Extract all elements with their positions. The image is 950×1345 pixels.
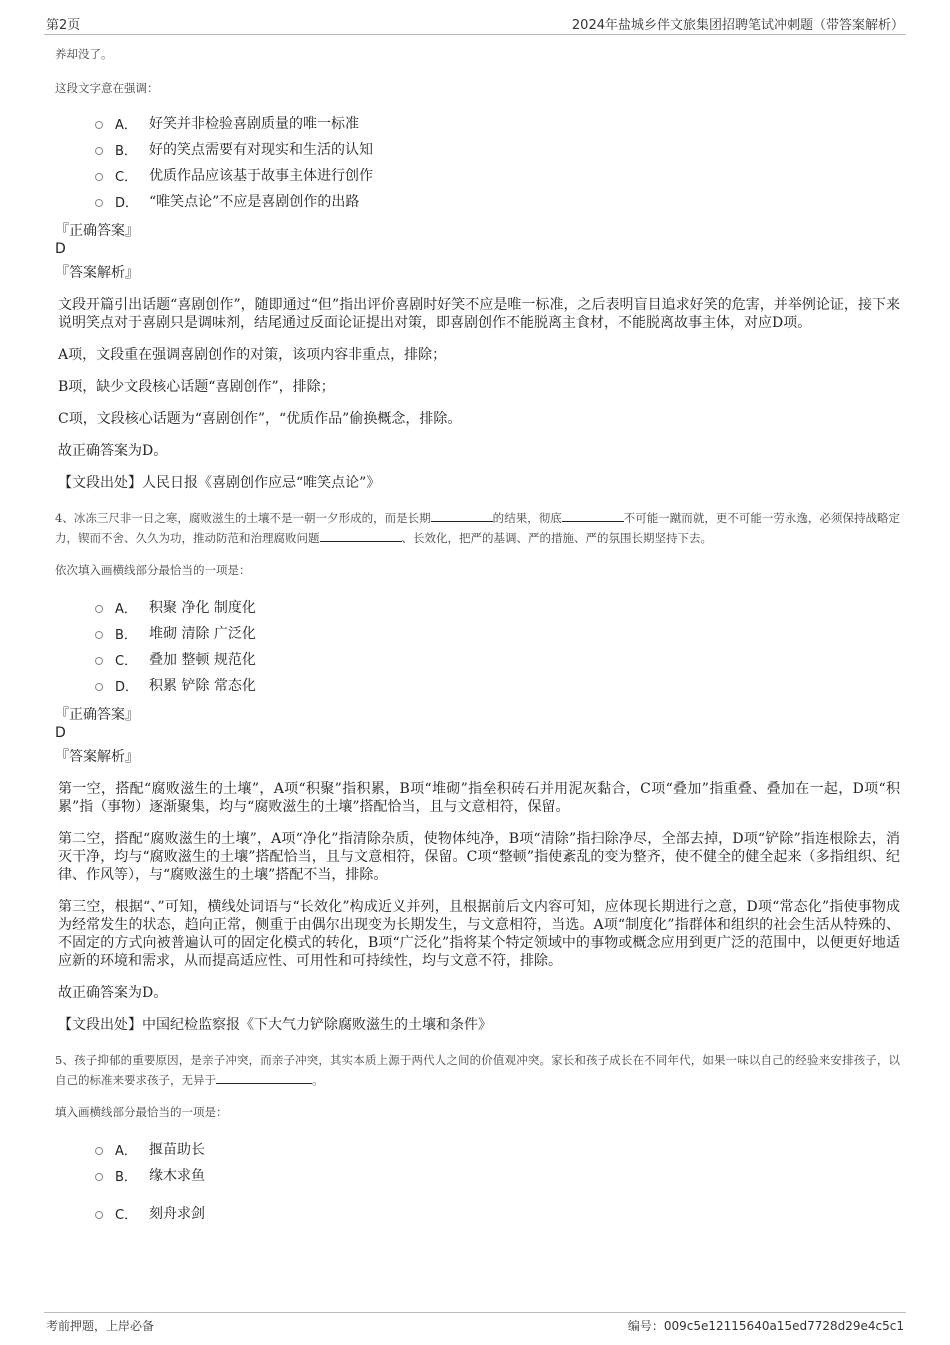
q4-source: 【文段出处】中国纪检监察报《下大气力铲除腐败滋生的土壤和条件》: [58, 1017, 492, 1033]
q4-analysis-paragraph: 第一空，搭配“腐败滋生的土壤”，A项“积聚”指积累，B项“堆砌”指垒积砖石并用泥灰黏合，C项“叠加”指重叠、叠加在一起，D项“积累”指（事物）逐渐聚集，均与“腐败滋生的土壤”搭配恰当，且与文意相符，保留。: [58, 781, 900, 815]
q4-answer-label: 『正确答案』: [55, 707, 139, 723]
radio-icon[interactable]: [95, 1211, 103, 1219]
page-header: [44, 14, 906, 35]
blank-line: [431, 509, 493, 522]
q3-answer-label: 『正确答案』: [55, 223, 139, 239]
q3-option-a[interactable]: A． 好笑并非检验喜剧质量的唯一标准: [95, 110, 900, 136]
q4-prompt: 依次填入画横线部分最恰当的一项是：: [55, 563, 251, 577]
radio-icon[interactable]: [95, 657, 103, 665]
q4-analysis-paragraph: 第三空，根据“、”可知，横线处词语与“长效化”构成近义并列，且根据前后文内容可知，应体现长期进行之意，D项“常态化”指使事物成为经常发生的状态，趋向正常，侧重于由偶尔出现变为长期发生，与文意相符，当选。A项“制度化”指群体和组织的社会生活从特殊的、不固定的方式向被普遍认可的固定化模式的转化，B项“广泛化”指将某个特定领域中的事物或概念应用到更广泛的范围中，以便更好地适应新的环境和需求，从而提高适应性、可用性和可持续性，均与文意不符，排除。: [58, 899, 900, 969]
q4-analysis-paragraph: 第二空，搭配“腐败滋生的土壤”，A项“净化”指清除杂质，使物体纯净，B项“清除”指扫除净尽，全部去掉，D项“铲除”指连根除去，消灭干净，均与“腐败滋生的土壤”搭配恰当，且与文意相符，保留。C项“整顿”指使紊乱的变为整齐，使不健全的健全起来（多指组织、纪律、作风等），与“腐败滋生的土壤”搭配不当，排除。: [58, 831, 900, 883]
q4-option-a[interactable]: A． 积聚 净化 制度化: [95, 594, 900, 620]
q4-option-d[interactable]: D． 积累 铲除 常态化: [95, 672, 900, 698]
q3-prompt: 这段文字意在强调：: [55, 81, 159, 95]
q3-analysis-paragraph: B项，缺少文段核心话题“喜剧创作”，排除；: [58, 379, 335, 395]
radio-icon[interactable]: [95, 173, 103, 181]
blank-line: [562, 509, 624, 522]
q4-conclusion: 故正确答案为D。: [58, 985, 168, 1001]
radio-icon[interactable]: [95, 121, 103, 129]
q3-source: 【文段出处】人民日报《喜剧创作应忌“唯笑点论”》: [58, 475, 381, 491]
radio-icon[interactable]: [95, 1173, 103, 1181]
document-code: 编号：009c5e12115640a15ed7728d29e4c5c1: [627, 1319, 904, 1333]
radio-icon[interactable]: [95, 199, 103, 207]
q4-option-c[interactable]: C． 叠加 整顿 规范化: [95, 646, 900, 672]
document-title: 2024年盐城乡伴文旅集团招聘笔试冲刺题（带答案解析）: [571, 18, 904, 33]
radio-icon[interactable]: [95, 147, 103, 155]
q5-stem: 5、孩子抑郁的重要原因，是亲子冲突，而亲子冲突，其实本质上源于两代人之间的价值观冲突。家长和孩子成长在不同年代，如果一味以自己的经验来安排孩子，以自己的标准来要求孩子，无异于 。: [55, 1053, 900, 1087]
q4-options: [95, 594, 900, 698]
q5-option-a[interactable]: A． 揠苗助长: [95, 1136, 900, 1162]
q3-analysis-paragraph: C项，文段核心话题为“喜剧创作”，“优质作品”偷换概念，排除。: [58, 411, 462, 427]
page-footer: [44, 1312, 906, 1337]
q5-prompt: 填入画横线部分最恰当的一项是：: [55, 1105, 228, 1119]
q5-options: [95, 1136, 900, 1226]
radio-icon[interactable]: [95, 631, 103, 639]
q3-option-c[interactable]: C． 优质作品应该基于故事主体进行创作: [95, 162, 900, 188]
page-number: 第2页: [46, 18, 81, 33]
footer-slogan: 考前押题，上岸必备: [46, 1319, 155, 1333]
q3-conclusion: 故正确答案为D。: [58, 443, 168, 459]
q3-stem-tail: 养却没了。: [55, 47, 113, 61]
q4-option-b[interactable]: B． 堆砌 清除 广泛化: [95, 620, 900, 646]
q5-option-b[interactable]: B． 缘木求鱼: [95, 1162, 900, 1188]
blank-line: [216, 1071, 312, 1084]
q3-analysis-label: 『答案解析』: [55, 265, 139, 281]
q4-answer: D: [55, 725, 66, 741]
q5-option-c[interactable]: C． 刻舟求剑: [95, 1200, 900, 1226]
radio-icon[interactable]: [95, 1147, 103, 1155]
q3-analysis-paragraph: 文段开篇引出话题“喜剧创作”，随即通过“但”指出评价喜剧时好笑不应是唯一标准，之后表明盲目追求好笑的危害，并举例论证，接下来说明笑点对于喜剧只是调味剂，结尾通过反面论证提出对策，即喜剧创作不能脱离主食材，不能脱离故事主体，对应D项。: [58, 297, 900, 331]
q3-answer: D: [55, 241, 66, 257]
q3-option-d[interactable]: D． “唯笑点论”不应是喜剧创作的出路: [95, 188, 900, 214]
blank-line: [320, 529, 402, 542]
radio-icon[interactable]: [95, 683, 103, 691]
q3-option-b[interactable]: B． 好的笑点需要有对现实和生活的认知: [95, 136, 900, 162]
q3-analysis-paragraph: A项，文段重在强调喜剧创作的对策，该项内容非重点，排除；: [58, 347, 447, 363]
q4-analysis-label: 『答案解析』: [55, 749, 139, 765]
q4-stem: 4、冰冻三尺非一日之寒，腐败滋生的土壤不是一朝一夕形成的，而是长期 的结果，彻底 不可能一蹴而就，更不可能一劳永逸，必须保持战略定力，锲而不舍、久久为功，推动防范和治理腐败问题 、长效化，把严的基调、严的措施、严的氛围长期坚持下去。: [55, 511, 900, 545]
q3-options: [95, 110, 900, 214]
page-content: [55, 44, 900, 1226]
radio-icon[interactable]: [95, 605, 103, 613]
